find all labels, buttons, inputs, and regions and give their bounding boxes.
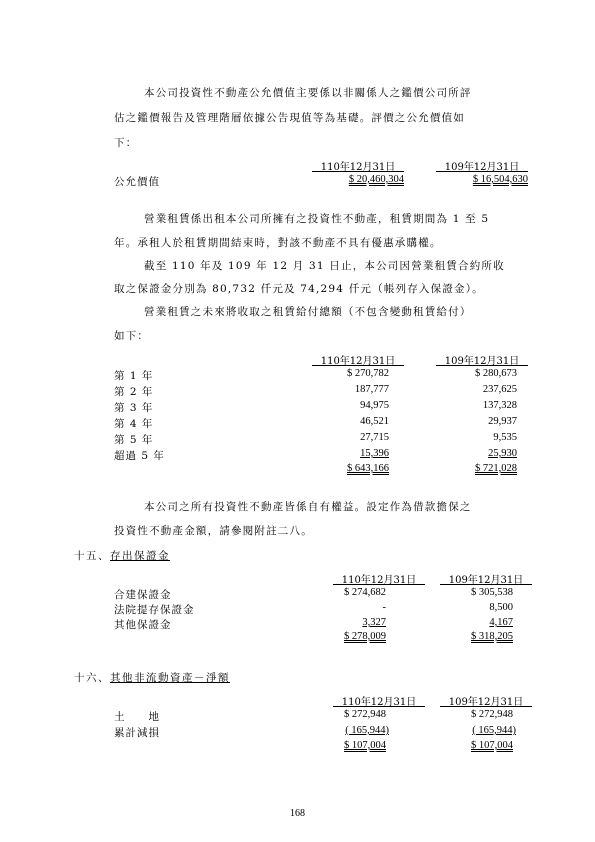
cell-value: 15,396: [360, 448, 389, 459]
section-number: 十五、: [74, 550, 110, 562]
paragraph-line: 如下：: [114, 330, 150, 342]
section-heading: [74, 548, 170, 563]
row-label: 第 5 年: [114, 434, 154, 446]
cell-value: $ 274,682: [344, 587, 386, 598]
section-heading: [74, 670, 230, 685]
cell-value: ( 165,944): [345, 725, 389, 736]
total-value: $ 278,009: [344, 631, 386, 642]
row-label: 合建保證金: [114, 589, 172, 601]
total-value: $ 107,004: [344, 740, 386, 751]
paragraph-line: 下：: [114, 137, 138, 149]
cell-value: $ 270,782: [347, 368, 389, 379]
cell-value: $ 272,948: [471, 709, 513, 720]
section-number: 十六、: [74, 672, 110, 684]
header-rule: [333, 584, 425, 585]
paragraph-line: 營業租賃之未來將收取之租賃給付總額（不包含變動租賃給付）: [144, 306, 472, 318]
total-value: $ 721,028: [475, 463, 517, 474]
cell-value: ( 165,944): [472, 725, 516, 736]
column-header: 109年12月31日: [444, 162, 520, 173]
paragraph-line: 本公司投資性不動產公允價值主要係以非關係人之鑑價公司所評: [144, 87, 472, 99]
cell-value: 8,500: [489, 602, 513, 613]
cell-value: 237,625: [482, 384, 517, 395]
cell-value: 27,715: [360, 432, 389, 443]
header-rule: [312, 365, 404, 366]
cell-value: 4,167: [489, 617, 513, 628]
paragraph-line: 年。承租人於租賃期間結束時，對該不動產不具有優惠承購權。: [114, 237, 442, 249]
row-label: 第 1 年: [114, 370, 154, 382]
column-header: 110年12月31日: [320, 356, 396, 367]
row-label: 法院提存保證金: [114, 604, 195, 616]
page-number: 168: [290, 808, 305, 819]
cell-value: 46,521: [360, 416, 389, 427]
column-header: 110年12月31日: [320, 162, 396, 173]
column-header: 110年12月31日: [341, 697, 417, 708]
cell-value: 137,328: [482, 400, 517, 411]
cell-value: 3,327: [362, 617, 386, 628]
column-header: 109年12月31日: [448, 575, 524, 586]
paragraph-line: 本公司之所有投資性不動產皆係自有權益。設定作為借款擔保之: [144, 501, 472, 513]
section-title: 存出保證金: [110, 550, 170, 562]
cell-value: $ 280,673: [475, 368, 517, 379]
header-rule: [440, 706, 532, 707]
header-rule: [333, 706, 425, 707]
total-value: $ 107,004: [471, 740, 513, 751]
cell-value: $ 20,460,304: [348, 174, 404, 185]
header-rule: [436, 171, 528, 172]
row-label: 第 2 年: [114, 386, 154, 398]
column-header: 109年12月31日: [448, 697, 524, 708]
section-title: 其他非流動資產－淨額: [110, 672, 230, 684]
header-rule: [440, 584, 532, 585]
cell-value: 29,937: [488, 416, 517, 427]
header-rule: [436, 365, 528, 366]
paragraph-line: 估之鑑價報告及管理階層依據公告現值等為基礎。評價之公允價值如: [114, 112, 465, 124]
paragraph-line: 截至 110 年及 109 年 12 月 31 日止，本公司因營業租賃合約所收: [144, 260, 505, 272]
total-value: $ 643,166: [347, 463, 389, 474]
row-label: 累計減損: [114, 727, 160, 739]
cell-value: 9,535: [493, 432, 517, 443]
row-label: 公允價值: [114, 176, 160, 188]
cell-value: $ 16,504,630: [472, 174, 528, 185]
total-value: $ 318,205: [471, 631, 513, 642]
row-label: 第 4 年: [114, 418, 154, 430]
row-label: 第 3 年: [114, 402, 154, 414]
paragraph-line: 營業租賃係出租本公司所擁有之投資性不動產，租賃期間為 1 至 5: [144, 213, 490, 225]
cell-value: 94,975: [360, 400, 389, 411]
row-label: 其他保證金: [114, 619, 172, 631]
cell-value: $ 272,948: [344, 709, 386, 720]
cell-value: -: [382, 602, 386, 613]
column-header: 110年12月31日: [341, 575, 417, 586]
paragraph-line: 投資性不動產金額，請參閱附註二八。: [114, 525, 313, 537]
header-rule: [312, 171, 404, 172]
paragraph-line: 取之保證金分別為 80,732 仟元及 74,294 仟元（帳列存入保證金）。: [114, 283, 484, 295]
row-label: 超過 5 年: [114, 450, 165, 462]
cell-value: $ 305,538: [471, 587, 513, 598]
cell-value: 187,777: [354, 384, 389, 395]
row-label: 土 地: [114, 711, 160, 723]
cell-value: 25,930: [488, 448, 517, 459]
column-header: 109年12月31日: [444, 356, 520, 367]
